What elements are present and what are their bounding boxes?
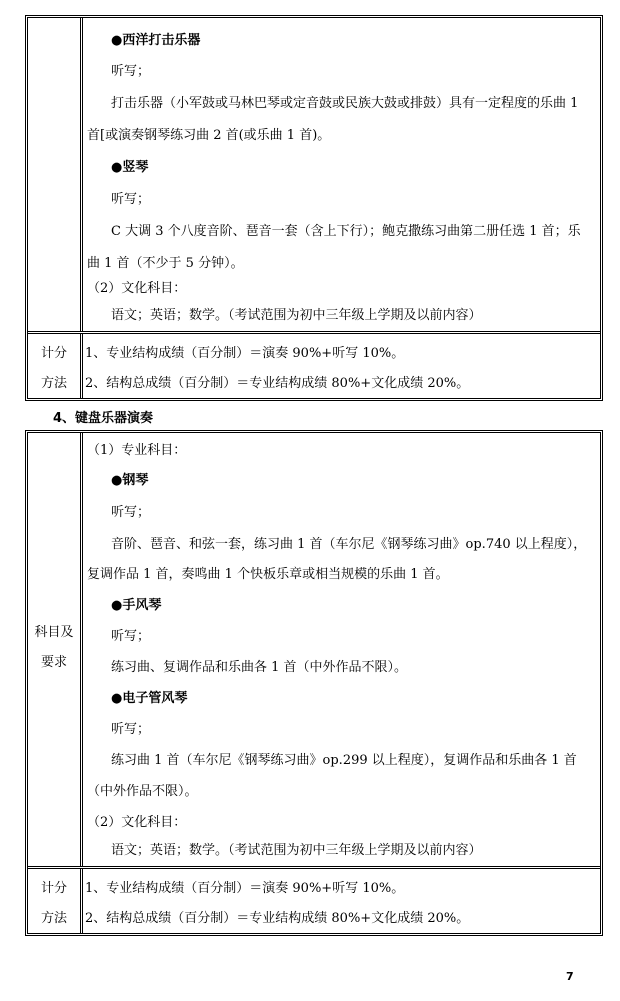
subject-label-line-1: 科目及 — [34, 625, 74, 640]
harp-text-line-2: 曲 1 首（不少于 5 分钟）。 — [87, 256, 244, 271]
dictation-label: 听写； — [111, 192, 151, 207]
scoring-formula-1: 1、专业结构成绩（百分制）＝演奏 90%+听写 10%。 — [85, 346, 405, 361]
culture-subjects-title: （2）文化科目： — [87, 815, 187, 830]
organ-text-line-2: （中外作品不限）。 — [87, 784, 198, 799]
dictation-label: 听写； — [111, 722, 151, 737]
organ-text-line-1: 练习曲 1 首（车尔尼《钢琴练习曲》op.299 以上程度），复调作品和乐曲各 1 首 — [111, 753, 577, 768]
table-keyboard-instruments — [25, 430, 603, 936]
dictation-label: 听写； — [111, 505, 151, 520]
scoring-row — [28, 866, 600, 933]
subject-row — [28, 18, 600, 331]
page-number: 7 — [566, 970, 574, 983]
subject-label-cell — [28, 18, 83, 331]
piano-text-line-2: 复调作品 1 首，奏鸣曲 1 个快板乐章或相当规模的乐曲 1 首。 — [87, 567, 449, 582]
harp-title: ●竖琴 — [111, 160, 149, 175]
major-subjects-title: （1）专业科目： — [87, 443, 187, 458]
piano-title: ●钢琴 — [111, 473, 149, 488]
scoring-label-cell — [28, 869, 83, 933]
section-title-keyboard: 4、键盘乐器演奏 — [53, 411, 154, 426]
scoring-row — [28, 331, 600, 398]
culture-subjects-title: （2）文化科目： — [87, 281, 187, 296]
dictation-label: 听写； — [111, 629, 151, 644]
scoring-label-line-2: 方法 — [40, 911, 67, 926]
scoring-label-line-1: 计分 — [40, 346, 67, 361]
subject-row — [28, 433, 600, 866]
table-western-percussion-harp — [25, 15, 603, 401]
scoring-content-cell — [83, 334, 600, 398]
subject-content-cell — [83, 433, 600, 866]
scoring-formula-2: 2、结构总成绩（百分制）＝专业结构成绩 80%+文化成绩 20%。 — [85, 376, 470, 391]
scoring-formula-1: 1、专业结构成绩（百分制）＝演奏 90%+听写 10%。 — [85, 881, 405, 896]
scoring-formula-2: 2、结构总成绩（百分制）＝专业结构成绩 80%+文化成绩 20%。 — [85, 911, 470, 926]
scoring-label-line-1: 计分 — [40, 881, 67, 896]
scoring-label-line-2: 方法 — [40, 376, 67, 391]
percussion-text-line-2: 首[或演奏钢琴练习曲 2 首(或乐曲 1 首)。 — [87, 128, 331, 143]
scoring-label-cell — [28, 334, 83, 398]
subject-content-cell — [83, 18, 600, 331]
subject-label-cell — [28, 433, 83, 866]
scoring-content-cell — [83, 869, 600, 933]
subject-label-line-2: 要求 — [40, 655, 67, 670]
percussion-text-line-1: 打击乐器（小军鼓或马林巴琴或定音鼓或民族大鼓或排鼓）具有一定程度的乐曲 1 — [111, 96, 579, 111]
dictation-label: 听写； — [111, 64, 151, 79]
western-percussion-title: ●西洋打击乐器 — [111, 33, 201, 48]
accordion-text: 练习曲、复调作品和乐曲各 1 首（中外作品不限）。 — [111, 660, 408, 675]
piano-text-line-1: 音阶、琶音、和弦一套，练习曲 1 首（车尔尼《钢琴练习曲》op.740 以上程度）， — [111, 537, 587, 552]
harp-text-line-1: C 大调 3 个八度音阶、琶音一套（含上下行）；鲍克撒练习曲第二册任选 1 首；乐 — [111, 224, 581, 239]
culture-subjects-text: 语文；英语；数学。（考试范围为初中三年级上学期及以前内容） — [111, 308, 482, 323]
electronic-organ-title: ●电子管风琴 — [111, 691, 188, 706]
accordion-title: ●手风琴 — [111, 598, 162, 613]
culture-subjects-text: 语文；英语；数学。（考试范围为初中三年级上学期及以前内容） — [111, 843, 482, 858]
